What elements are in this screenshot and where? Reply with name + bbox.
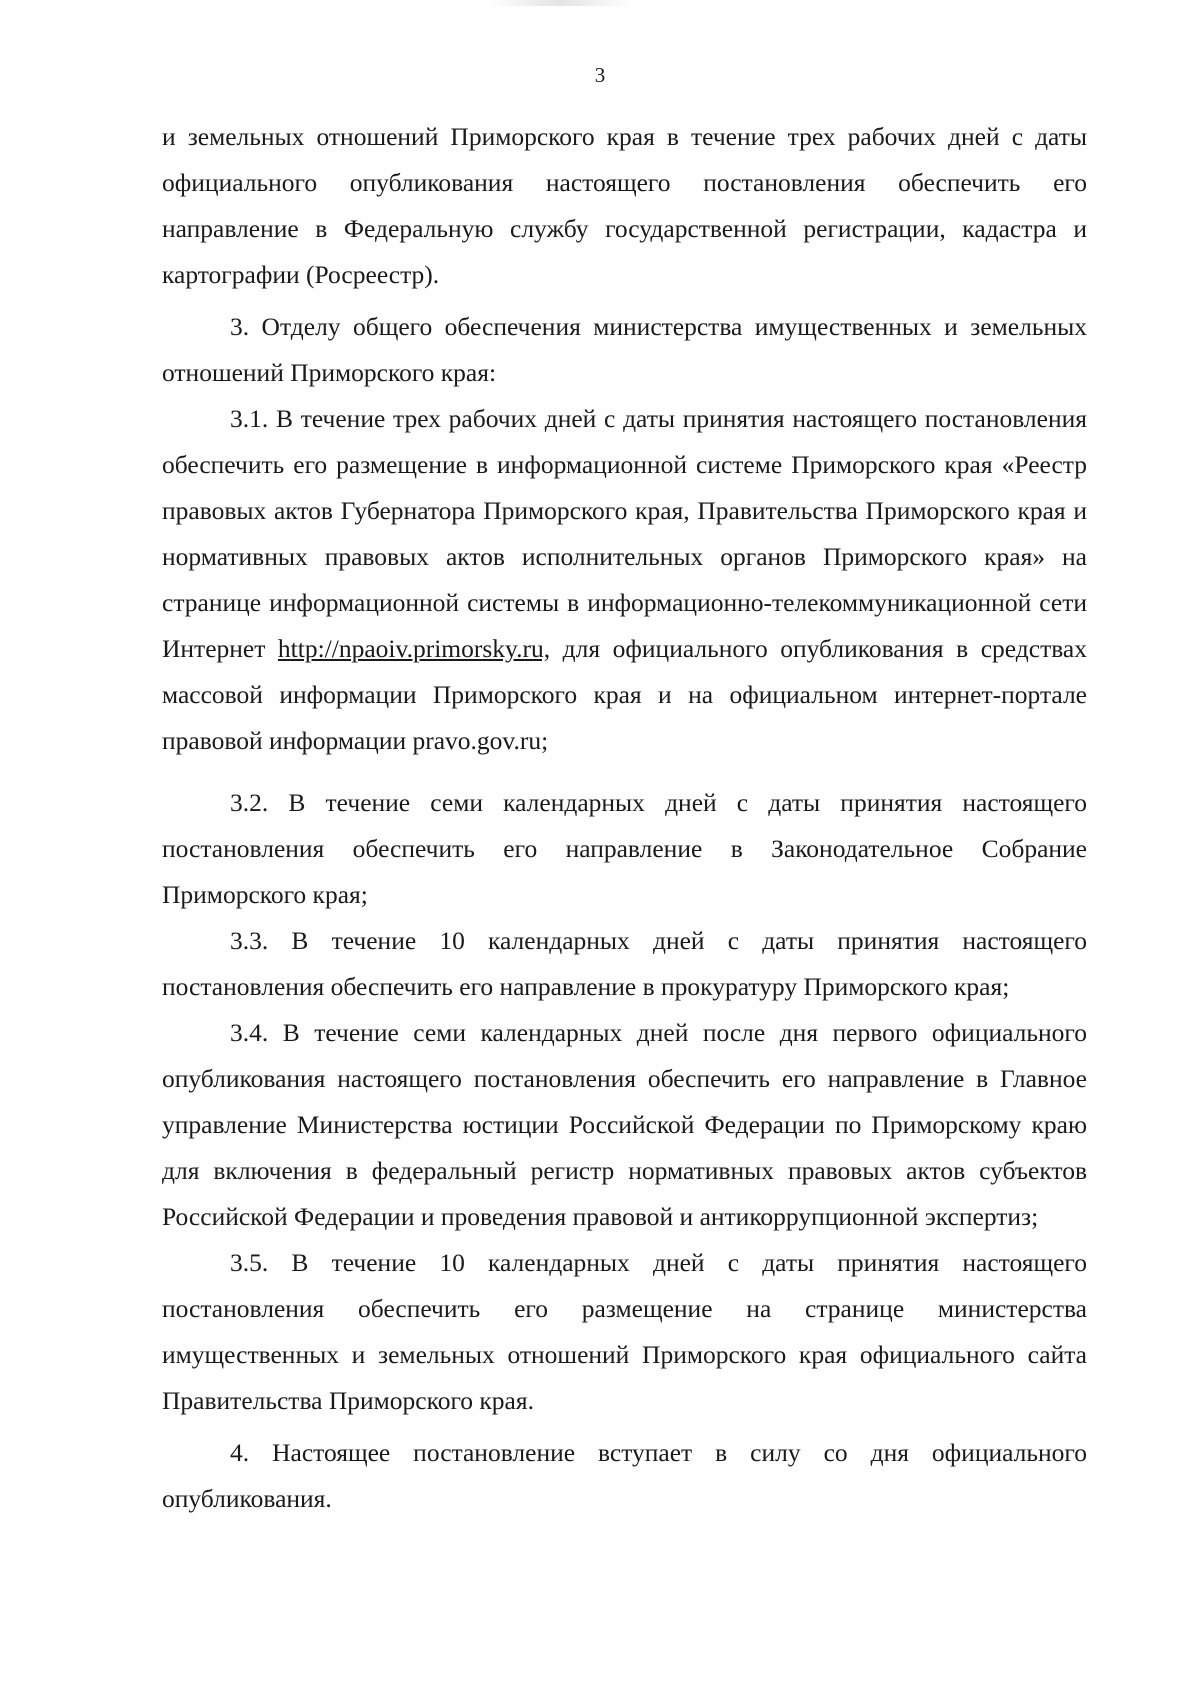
paragraph-item-3-1-text-start: 3.1. В течение трех рабочих дней с даты принятия настоящего постановления обеспечить его размещение в информационной системе Приморского края «Реестр правовых актов Губернатора Приморского края, Правительства Приморского края и нормативных правовых актов исполнительных органов Приморского края» на странице информационной системы в информационно-телекоммуникационной сети Интернет: [162, 404, 1087, 663]
paragraph-item-3-1: [162, 396, 1087, 764]
npaoiv-link[interactable]: http://npaoiv.primorsky.ru,: [277, 634, 551, 663]
scan-artifact: [490, 0, 630, 6]
document-body: [162, 114, 1087, 1522]
paragraph-item-3-2: 3.2. В течение семи календарных дней с даты принятия настоящего постановления обеспечить его направление в Законодательное Собрание Приморского края;: [162, 788, 1087, 909]
paragraph-item-3-4: 3.4. В течение семи календарных дней после дня первого официального опубликования настоящего постановления обеспечить его направление в Главное управление Министерства юстиции Российской Федерации по Приморскому краю для включения в федеральный регистр нормативных правовых актов субъектов Российской Федерации и проведения правовой и антикоррупционной экспертиз;: [162, 1018, 1087, 1231]
paragraph-item-4: 4. Настоящее постановление вступает в силу со дня официального опубликования.: [162, 1438, 1087, 1513]
paragraph-item-3-5: 3.5. В течение 10 календарных дней с даты принятия настоящего постановления обеспечить его размещение на странице министерства имущественных и земельных отношений Приморского края официального сайта Правительства Приморского края.: [162, 1248, 1087, 1415]
paragraph-item-3-1-text-end: для официального опубликования в средствах массовой информации Приморского края и на официальном интернет-портале правовой информации pravo.gov.ru;: [162, 634, 1087, 755]
page-number: 3: [594, 63, 606, 87]
paragraph-item-3-3: 3.3. В течение 10 календарных дней с даты принятия настоящего постановления обеспечить его направление в прокуратуру Приморского края;: [162, 926, 1087, 1001]
paragraph-continuation: и земельных отношений Приморского края в течение трех рабочих дней с даты официального опубликования настоящего постановления обеспечить его направление в Федеральную службу государственной регистрации, кадастра и картографии (Росреестр).: [162, 122, 1087, 289]
paragraph-item-3: 3. Отделу общего обеспечения министерства имущественных и земельных отношений Приморского края:: [162, 312, 1087, 387]
